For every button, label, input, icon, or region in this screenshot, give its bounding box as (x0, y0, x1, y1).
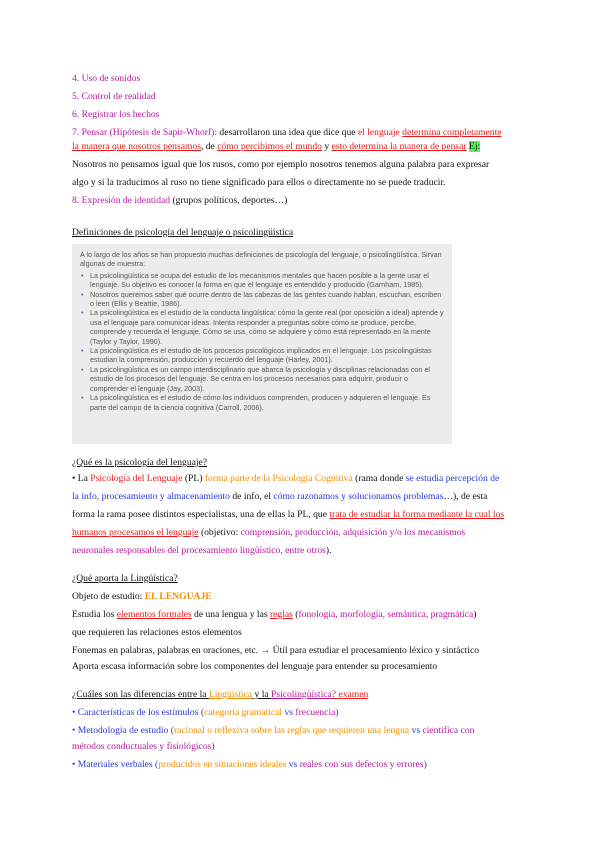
que-es-heading: ¿Qué es la psicología del lenguaje? (72, 457, 208, 468)
text-span: ) (335, 707, 339, 718)
que-es-line4 (72, 526, 465, 539)
text-span: ) (473, 609, 477, 620)
text-span: Estudia los (72, 609, 117, 620)
text-span: forma la rama posee distintos especialistas, una de ellas la PL, que (72, 509, 330, 520)
text-span: ). (325, 545, 332, 556)
item7-ej: Ej: (469, 141, 481, 152)
text-span: ¿Cuáles son las diferencias entre la (72, 689, 209, 700)
text-span: comprensión, producción, adquisición y/o los mecanismos (240, 527, 466, 538)
diferencias-bullet-3 (72, 758, 427, 771)
item7-red4: cómo percibimos el mundo (217, 141, 322, 152)
text-span: ) (211, 741, 215, 752)
text-span: se estudia percepción de (405, 473, 500, 484)
aporta-line1 (72, 590, 212, 603)
item7-mid: , de (200, 141, 218, 152)
text-span: Lingüística (208, 689, 253, 700)
text-span: forma parte de la Psicología Cognitiva (204, 473, 353, 484)
text-span: ( (292, 609, 299, 620)
quote-bullet: • La psicolingüística se ocupa del estudio de los mecanismos mentales que hacen posible a la gente usar el lenguaje. Su objetivo es conocer la forma en que el lenguaje es entendido y producido (Garnham, 1985). (90, 271, 444, 290)
text-span: racional o reflexiva sobre las reglas que requieren una lengua (173, 725, 410, 736)
diferencias-bullet-2 (72, 724, 474, 737)
text-span: neuronales responsables del procesamiento lingüístico, entre otros (72, 545, 326, 556)
definitions-quote-image (72, 244, 452, 444)
text-span: ) (423, 759, 427, 770)
text-span: vs (286, 759, 300, 770)
item7-red3: la manera que nosotros pensamos (72, 141, 201, 152)
text-span: reales con sus defectos y errores (299, 759, 424, 770)
text-span: vs (409, 725, 423, 736)
text-span: humanos procesamos el lenguaje (72, 527, 199, 538)
list-item-4: 4. Uso de sonidos (72, 73, 141, 84)
list-item-6: 6. Registrar los hechos (72, 109, 160, 120)
text-span: ? examen (331, 689, 369, 700)
quote-bullet: • La psicolingüística es el estudio de los procesos psicológicos implicados en el lenguaje. Los psicolingüistas estudian la comprensión, producción y recuerdo del lenguaje (Harley, 2001). (90, 346, 444, 365)
list-item-8 (72, 194, 287, 207)
que-es-line5 (72, 544, 332, 557)
text-span: de una lengua y las (191, 609, 270, 620)
aporta-line5: Aporta escasa información sobre los componentes del lenguaje para entender su procesamiento (72, 661, 438, 672)
quote-bullet: • La psicolingüística es el estudio de la conducta lingüística: cómo la gente real (por oposición a ideal) aprende y usa el lenguaje para comunicar ideas. Intenta responder a preguntas sobre cómo se produce, percibe, comprende y recuerda el lenguaje. Cómo se usa, cómo se adquiere y cómo está representado en la mente (Taylor y Taylor, 1990). (90, 308, 444, 346)
text-span: vs (282, 707, 296, 718)
text-span: EL LENGUAJE (144, 591, 212, 602)
diferencias-heading (72, 688, 368, 701)
text-span: Psicología del Lenguaje (90, 473, 183, 484)
text-span: elementos formales (116, 609, 192, 620)
list-item-7-line2 (72, 140, 480, 153)
text-span: frecuencia (295, 707, 336, 718)
text-span: • Metodología de estudio ( (72, 725, 174, 736)
item8-text: (grupos políticos, deportes…) (170, 195, 288, 206)
quote-bullet: • Nosotros queremos saber qué ocurre dentro de las cabezas de las gentes cuando hablan, escuchan, escriben o leen (Ellis y Beattie, 1986). (90, 290, 444, 309)
list-item-7 (72, 126, 502, 139)
item7-red2: determina completamente (402, 127, 502, 138)
list-item-5: 5. Control de realidad (72, 91, 156, 102)
text-span: fonología, morfología, semántica, pragmática (298, 609, 474, 620)
text-span: categoría gramatical (204, 707, 283, 718)
que-es-line1 (72, 472, 499, 485)
text-span: y la (252, 689, 272, 700)
text-span: • La (72, 473, 91, 484)
aporta-line2 (72, 608, 476, 621)
text-span: producidos en situaciones ideales (158, 759, 287, 770)
list-item-7-line3: Nosotros no pensamos igual que los rusos, como por ejemplo nosotros tenemos alguna palabra para expresar (72, 159, 490, 170)
text-span: (objetivo: (198, 527, 241, 538)
item7-text: desarrollaron una idea que dice que (217, 127, 358, 138)
aporta-heading: ¿Qué aporta la Lingüística? (72, 573, 178, 584)
text-span: Objeto de estudio: (72, 591, 145, 602)
text-span: …), de esta (443, 491, 488, 502)
text-span: la info, procesamiento y almacenamiento (72, 491, 230, 502)
text-span: de info, el (229, 491, 274, 502)
aporta-line4: Fonemas en palabras, palabras en oraciones, etc. → Útil para estudiar el procesamiento léxico y sintáctico (72, 645, 480, 656)
text-span: (rama donde (352, 473, 406, 484)
item7-y: y (321, 141, 332, 152)
text-span: • Materiales verbales ( (72, 759, 159, 770)
text-span: • Características de los estímulos ( (72, 707, 205, 718)
item7-red1: el lenguaje (357, 127, 403, 138)
text-span: Psicolingüística (271, 689, 332, 700)
list-item-7-line4: algo y si la traducimos al ruso no tiene significado para ellos o directamente no se puede traducir. (72, 177, 446, 188)
item7-label: 7. Pensar (Hipótesis de Sapir-Whorf): (72, 127, 218, 138)
definitions-heading: Definiciones de psicología del lenguaje o psicolingüística (72, 227, 294, 238)
que-es-line3 (72, 508, 504, 521)
quote-bullet: • La psicolingüística es un campo interdisciplinario que abarca la psicología y disciplinas relacionadas con el estudio de los procesos del lenguaje. Se centra en los procesos necesarios para adquirir, producir o comprender el lenguaje (Jay, 2003). (90, 365, 444, 393)
text-span: (PL) (182, 473, 205, 484)
item8-label: 8. Expresión de identidad (72, 195, 171, 206)
text-span: trata de estudiar la forma mediante la cual los (329, 509, 505, 520)
quote-list (80, 271, 444, 412)
text-span: cómo razonamos y solucionamos problemas (273, 491, 444, 502)
text-span: métodos conductuales y fisiológicos (72, 741, 212, 752)
text-span: reglas (269, 609, 293, 620)
aporta-line3: que requieren las relaciones estos elementos (72, 627, 242, 638)
item7-red5: esto determina la manera de pensar (331, 141, 467, 152)
text-span: científica con (422, 725, 475, 736)
quote-intro: A lo largo de los años se han propuesto muchas definiciones de psicología del lenguaje, o psicolingüística. Sirvan algunas de muestra: (80, 250, 442, 269)
diferencias-bullet-2-cont (72, 740, 215, 753)
diferencias-bullet-1 (72, 706, 339, 719)
quote-bullet: • La psicolingüística es el estudio de cómo los individuos comprenden, producen y adquieren el lenguaje. Es parte del campo de la ciencia cognitiva (Carroll, 2006). (90, 393, 444, 412)
que-es-line2 (72, 490, 487, 503)
